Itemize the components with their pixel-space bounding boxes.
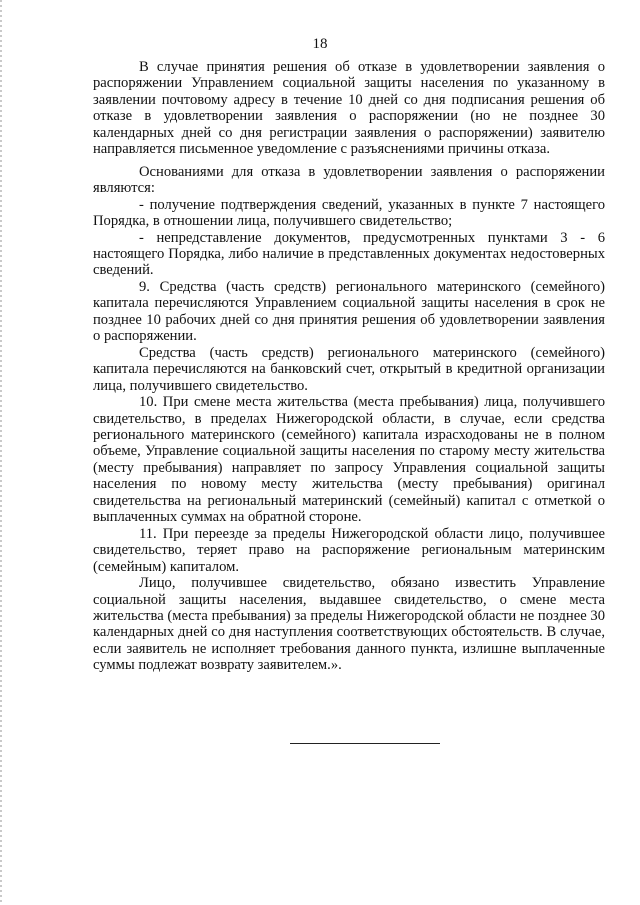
paragraph-item-10: 10. При смене места жительства (места пребывания) лица, получившего свидетельство, в пределах Нижегородской области, в случае, если средства регионального материнского (семейного) капитала израсходованы не в полном объеме, Управление социальной защиты населения по старому месту жительства (месту пребывания) направляет по запросу Управления социальной защиты населения по новому месту жительства (месту пребывания) оригинал свидетельства на региональный материнский (семейный) капитал с отметкой о выплаченных суммах на обратной стороне. <box>93 394 605 526</box>
list-item-confirmation: - получение подтверждения сведений, указанных в пункте 7 настоящего Порядка, в отношении лица, получившего свидетельство; <box>93 196 605 230</box>
paragraph-refusal-grounds: Основаниями для отказа в удовлетворении заявления о распоряжении являются: <box>93 163 605 197</box>
page-number: 18 <box>312 36 328 52</box>
scan-edge <box>0 0 2 905</box>
end-divider <box>290 743 440 744</box>
paragraph-bank-transfer: Средства (часть средств) регионального материнского (семейного) капитала перечисляются на банковский счет, открытый в кредитной организации лица, получившего свидетельство. <box>93 344 605 394</box>
list-item-missing-documents: - непредставление документов, предусмотренных пунктами 3 - 6 настоящего Порядка, либо наличие в представленных документах недостоверных сведений. <box>93 229 605 279</box>
document-body <box>93 59 605 674</box>
paragraph-item-11: 11. При переезде за пределы Нижегородской области лицо, получившее свидетельство, теряет право на распоряжение региональным материнским (семейным) капиталом. <box>93 525 605 575</box>
paragraph-item-9: 9. Средства (часть средств) регионального материнского (семейного) капитала перечисляются Управлением социальной защиты населения в срок не позднее 10 рабочих дней со дня принятия решения об удовлетворении заявления о распоряжении. <box>93 278 605 345</box>
paragraph-notification-duty: Лицо, получившее свидетельство, обязано известить Управление социальной защиты населения, выдавшее свидетельство, о смене места жительства (места пребывания) за пределы Нижегородской области не позднее 30 календарных дней со дня наступления соответствующих обстоятельств. В случае, если заявитель не исполняет требования данного пункта, излишне выплаченные суммы подлежат возврату заявителем.». <box>93 575 605 674</box>
paragraph-refusal-notice: В случае принятия решения об отказе в удовлетворении заявления о распоряжении Управлением социальной защиты населения по указанному в заявлении почтовому адресу в течение 10 дней со дня подписания решения об отказе в удовлетворении заявления о распоряжении (но не позднее 30 календарных дней со дня регистрации заявления о распоряжении) заявителю направляется письменное уведомление с разъяснениями причины отказа. <box>93 59 605 158</box>
